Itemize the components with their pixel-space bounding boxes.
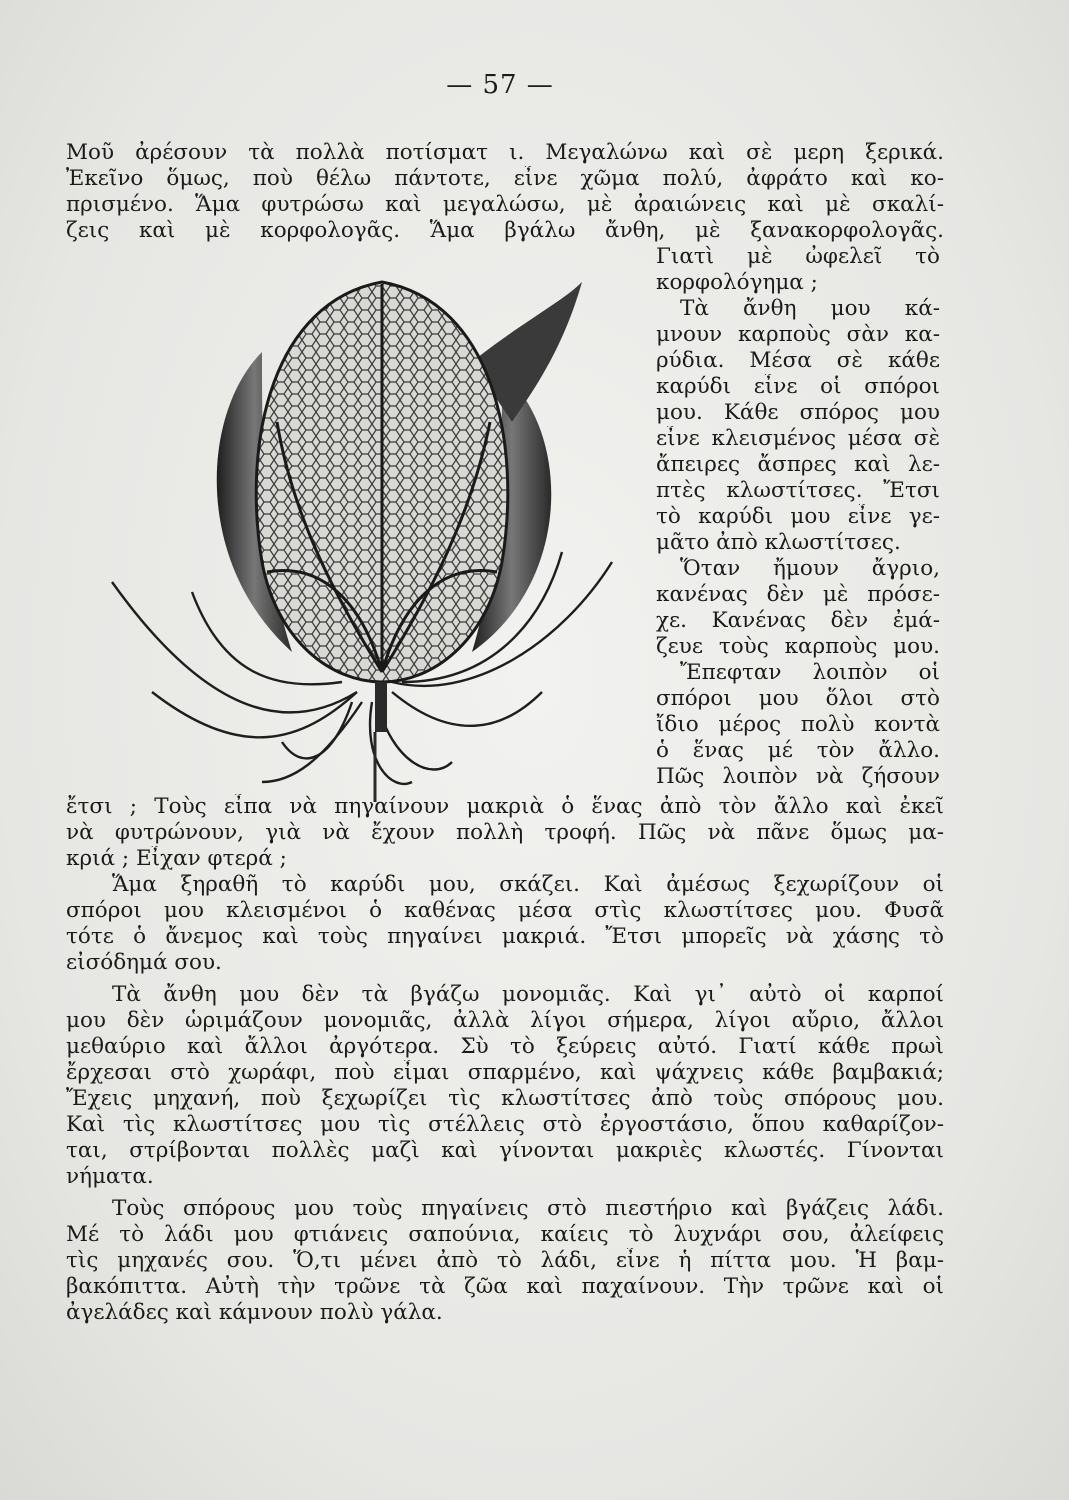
page-number: — 57 — <box>446 70 554 100</box>
text-line: Ἅμα ξηραθῆ τὸ καρύδι μου, σκάζει. Καὶ ἀμέσως ξεχωρίζουν οἱ <box>112 872 944 897</box>
stem <box>375 682 387 732</box>
text-line: εἰσόδημά σου. <box>66 950 222 975</box>
text-line: Πῶς λοιπὸν νὰ ζήσουν <box>656 764 940 789</box>
text-line: Γιατὶ μὲ ὠφελεῖ τὸ <box>656 244 940 269</box>
text-line: Καὶ τὶς κλωστίτσες μου τὶς στέλλεις στὸ ἐργοστάσιο, ὅπου καθαρίζον- <box>66 1112 944 1137</box>
text-line: ἔρχεσαι στὸ χωράφι, ποὺ εἶμαι σπαρμένο, καὶ ψάχνεις κάθε βαμβακιά; <box>66 1060 944 1085</box>
text-line: Τοὺς σπόρους μου τοὺς πηγαίνεις στὸ πιεστήριο καὶ βγάζεις λάδι. <box>112 1196 944 1221</box>
text-line: πτὲς κλωστίτσες. Ἔτσι <box>656 478 940 503</box>
text-line: νήματα. <box>66 1164 154 1189</box>
text-line: ζευε τοὺς καρποὺς μου. <box>656 634 940 659</box>
text-line: ζεις καὶ μὲ κορφολογᾶς. Ἅμα βγάλω ἄνθη, μὲ ξανακορφολογᾶς. <box>66 218 944 243</box>
text-line: πρισμένο. Ἅμα φυτρώσω καὶ μεγαλώσω, μὲ ἀραιώνεις καὶ μὲ σκαλί- <box>66 192 944 217</box>
text-line: Τὰ ἄνθη μου δὲν τὰ βγάζω μονομιᾶς. Καὶ γι᾿ αὐτὸ οἱ καρποί <box>112 982 944 1007</box>
text-line: τὶς μηχανές σου. Ὅ,τι μένει ἀπὸ τὸ λάδι, εἶνε ἡ πίττα μου. Ἡ βαμ- <box>66 1248 944 1273</box>
text-line: κριά ; Εἶχαν φτερά ; <box>66 846 287 871</box>
text-line: μνουν καρποὺς σὰν κα- <box>656 322 940 347</box>
text-line: σπόροι μου κλεισμένοι ὁ καθένας μέσα στὶς κλωστίτσες μου. Φυσᾶ <box>66 898 944 923</box>
text-line: Ἔχεις μηχανή, ποὺ ξεχωρίζει τὶς κλωστίτσες ἀπὸ τοὺς σπόρους μου. <box>66 1086 944 1111</box>
text-line: καρύδι εἶνε οἱ σπόροι <box>656 374 940 399</box>
text-line: ται, στρίβονται πολλὲς μαζὶ καὶ γίνονται μακριὲς κλωστές. Γίνονται <box>66 1138 944 1163</box>
text-line: χε. Κανένας δὲν ἐμά- <box>656 608 940 633</box>
text-line: τότε ὁ ἄνεμος καὶ τοὺς πηγαίνει μακριά. Ἔτσι μπορεῖς νὰ χάσης τὸ <box>66 924 944 949</box>
text-line: μεθαύριο καὶ ἄλλοι ἀργότερα. Σὺ τὸ ξεύρεις αὐτό. Γιατί κάθε πρωὶ <box>66 1034 944 1059</box>
text-line: σπόροι μου ὅλοι στὸ <box>656 686 940 711</box>
text-line: μᾶτο ἀπὸ κλωστίτσες. <box>656 530 901 555</box>
text-line: Μοῦ ἀρέσουν τὰ πολλὰ ποτίσματ ι. Μεγαλώνω καὶ σὲ μερη ξερικά. <box>66 140 944 165</box>
text-line: Τὰ ἄνθη μου κά- <box>680 296 940 321</box>
text-line: μου. Κάθε σπόρος μου <box>656 400 940 425</box>
text-line: ἀγελάδες καὶ κάμνουν πολὺ γάλα. <box>66 1300 443 1325</box>
text-line: νὰ φυτρώνουν, γιὰ νὰ ἔχουν πολλὴ τροφή. Πῶς νὰ πᾶνε ὅμως μα- <box>66 820 944 845</box>
text-line: Ἔπεφταν λοιπὸν οἱ <box>680 660 940 685</box>
text-line: ἴδιο μέρος πολὺ κοντὰ <box>656 712 940 737</box>
text-line: Ἐκεῖνο ὅμως, ποὺ θέλω πάντοτε, εἶνε χῶμα πολύ, ἀφράτο καὶ κο- <box>66 166 944 191</box>
text-line: κανένας δὲν μὲ πρόσε- <box>656 582 940 607</box>
text-line: εἶνε κλεισμένος μέσα σὲ <box>656 426 940 451</box>
cotton-boll-illustration <box>92 262 652 802</box>
text-line: Ὅταν ἤμουν ἄγριο, <box>680 556 940 581</box>
text-line: βακόπιττα. Αὐτὴ τὴν τρῶνε τὰ ζῶα καὶ παχαίνουν. Τὴν τρῶνε καὶ οἱ <box>66 1274 944 1299</box>
text-line: ρύδια. Μέσα σὲ κάθε <box>656 348 940 373</box>
text-line: Μέ τὸ λάδι μου φτιάνεις σαπούνια, καίεις τὸ λυχνάρι σου, ἀλείφεις <box>66 1222 944 1247</box>
text-line: ὁ ἕνας μέ τὸν ἄλλο. <box>656 738 940 763</box>
text-line: τὸ καρύδι μου εἶνε γε- <box>656 504 940 529</box>
text-line: ἔτσι ; Τοὺς εἶπα νὰ πηγαίνουν μακριὰ ὁ ἕνας ἀπὸ τὸν ἄλλο καὶ ἐκεῖ <box>66 794 944 819</box>
text-line: μου δὲν ὡριμάζουν μονομιᾶς, ἀλλὰ λίγοι σήμερα, λίγοι αὔριο, ἄλλοι <box>66 1008 944 1033</box>
text-line: κορφολόγημα ; <box>656 270 818 295</box>
text-line: ἄπειρες ἄσπρες καὶ λε- <box>656 452 940 477</box>
